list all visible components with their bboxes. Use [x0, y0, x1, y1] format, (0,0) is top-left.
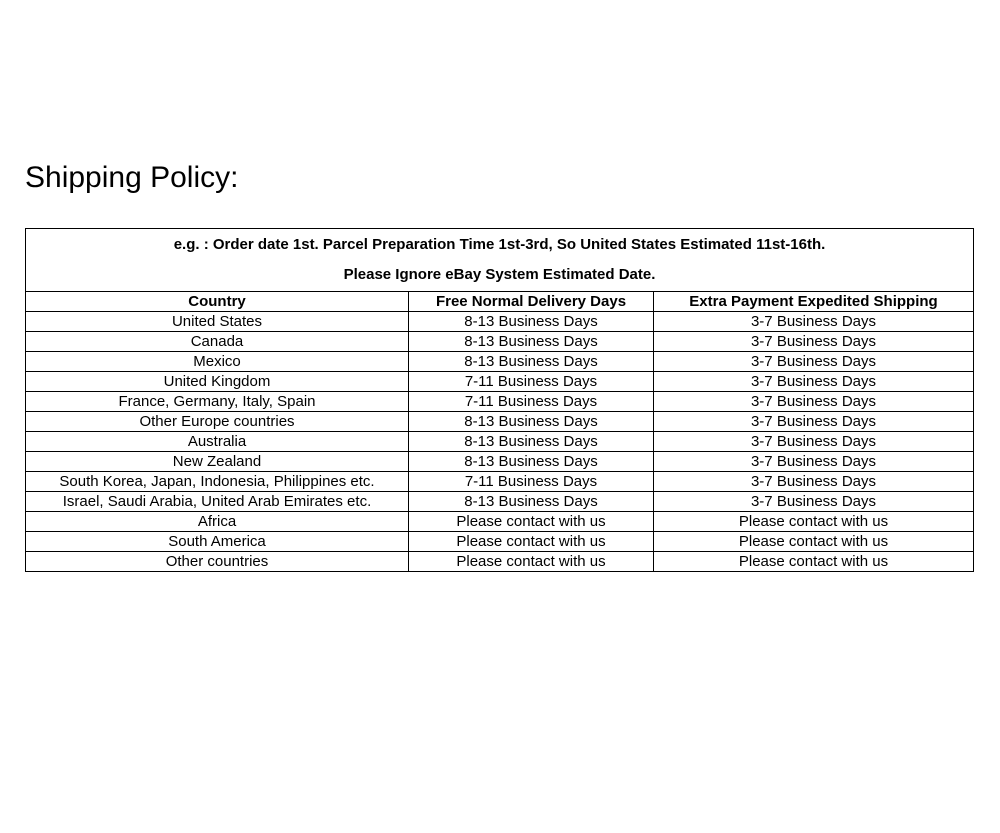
country-cell: United Kingdom	[26, 372, 409, 392]
normal-delivery-cell: 8-13 Business Days	[409, 312, 654, 332]
expedited-shipping-cell: Please contact with us	[654, 512, 974, 532]
country-cell: South Korea, Japan, Indonesia, Philippines etc.	[26, 472, 409, 492]
country-cell: Israel, Saudi Arabia, United Arab Emirates etc.	[26, 492, 409, 512]
header-cell-expedited-shipping: Extra Payment Expedited Shipping	[654, 292, 974, 312]
table-row	[26, 332, 974, 352]
note-line-2: Please Ignore eBay System Estimated Date.	[343, 266, 656, 283]
country-cell: France, Germany, Italy, Spain	[26, 392, 409, 412]
header-cell-country: Country	[26, 292, 409, 312]
normal-delivery-cell: 7-11 Business Days	[409, 472, 654, 492]
country-cell: Other countries	[26, 552, 409, 572]
expedited-shipping-cell: 3-7 Business Days	[654, 432, 974, 452]
expedited-shipping-cell: 3-7 Business Days	[654, 352, 974, 372]
expedited-shipping-cell: 3-7 Business Days	[654, 472, 974, 492]
normal-delivery-cell: 8-13 Business Days	[409, 412, 654, 432]
country-cell: United States	[26, 312, 409, 332]
country-cell: Africa	[26, 512, 409, 532]
country-cell: Mexico	[26, 352, 409, 372]
expedited-shipping-cell: 3-7 Business Days	[654, 392, 974, 412]
country-cell: Other Europe countries	[26, 412, 409, 432]
table-row	[26, 412, 974, 432]
note-cell	[26, 229, 974, 292]
country-cell: Canada	[26, 332, 409, 352]
normal-delivery-cell: 8-13 Business Days	[409, 452, 654, 472]
table-row	[26, 552, 974, 572]
table-row	[26, 352, 974, 372]
normal-delivery-cell: 7-11 Business Days	[409, 372, 654, 392]
table-row	[26, 512, 974, 532]
table-row	[26, 432, 974, 452]
normal-delivery-cell: 7-11 Business Days	[409, 392, 654, 412]
expedited-shipping-cell: 3-7 Business Days	[654, 492, 974, 512]
note-row	[26, 229, 974, 292]
expedited-shipping-cell: 3-7 Business Days	[654, 312, 974, 332]
expedited-shipping-cell: 3-7 Business Days	[654, 452, 974, 472]
country-cell: Australia	[26, 432, 409, 452]
expedited-shipping-cell: Please contact with us	[654, 552, 974, 572]
normal-delivery-cell: Please contact with us	[409, 532, 654, 552]
shipping-table	[25, 228, 974, 572]
table-header-row	[26, 292, 974, 312]
normal-delivery-cell: 8-13 Business Days	[409, 352, 654, 372]
page-title: Shipping Policy:	[25, 161, 239, 194]
country-cell: New Zealand	[26, 452, 409, 472]
header-cell-normal-delivery: Free Normal Delivery Days	[409, 292, 654, 312]
normal-delivery-cell: 8-13 Business Days	[409, 492, 654, 512]
expedited-shipping-cell: 3-7 Business Days	[654, 332, 974, 352]
normal-delivery-cell: Please contact with us	[409, 552, 654, 572]
expedited-shipping-cell: 3-7 Business Days	[654, 412, 974, 432]
expedited-shipping-cell: Please contact with us	[654, 532, 974, 552]
normal-delivery-cell: 8-13 Business Days	[409, 432, 654, 452]
table-row	[26, 472, 974, 492]
expedited-shipping-cell: 3-7 Business Days	[654, 372, 974, 392]
note-line-1: e.g. : Order date 1st. Parcel Preparation Time 1st-3rd, So United States Estimated 11st-16th.	[173, 236, 826, 253]
table-row	[26, 492, 974, 512]
normal-delivery-cell: 8-13 Business Days	[409, 332, 654, 352]
table-row	[26, 532, 974, 552]
table-row	[26, 312, 974, 332]
table-row	[26, 452, 974, 472]
table-row	[26, 372, 974, 392]
table-row	[26, 392, 974, 412]
country-cell: South America	[26, 532, 409, 552]
normal-delivery-cell: Please contact with us	[409, 512, 654, 532]
